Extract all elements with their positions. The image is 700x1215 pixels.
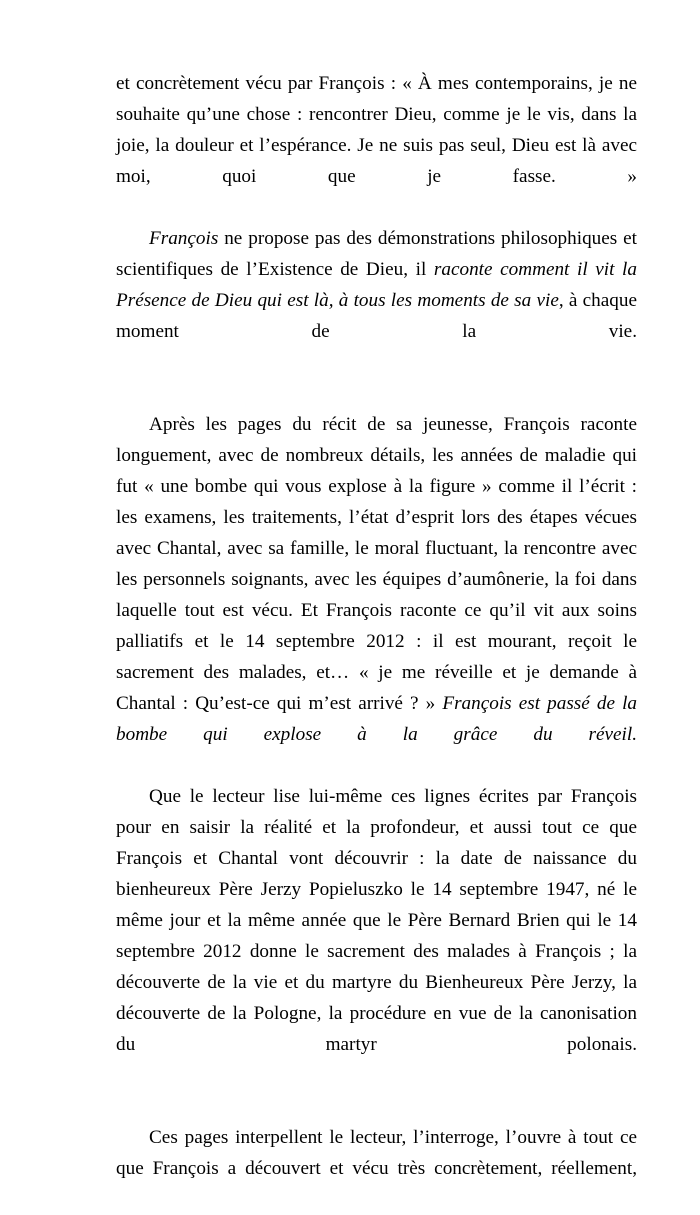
paragraph — [116, 781, 637, 1091]
page-text-body — [116, 68, 637, 1215]
paragraph — [116, 1122, 637, 1215]
text-run: Après les pages du récit de sa jeunesse, François raconte longuement, avec de nombreux détails, les années de maladie qui fut « une bombe qui vous explose à la figure » comme il l’écrit : les examens, les traitements, l’état d’esprit lors des étapes vécues avec Chantal, avec sa famille, le moral fluctuant, la rencontre avec les personnels soignants, avec les équipes d’aumônerie, la foi dans laquelle tout est vécu. Et François raconte ce qu’il vit aux soins palliatifs et le 14 septembre 2012 : il est mourant, reçoit le sacrement des malades, et… « je me réveille et je demande à Chantal : Qu’est-ce qui m’est arrivé ? » — [116, 414, 637, 714]
paragraph — [116, 223, 637, 378]
text-run-italic: François est passé de la bombe qui explose à la grâce du réveil. — [116, 693, 637, 745]
paragraph — [116, 409, 637, 781]
text-run-italic: François — [149, 228, 219, 249]
text-run: , à chaque moment de la vie. — [116, 290, 637, 342]
text-run-italic: raconte comment il vit la Présence de Dieu qui est là, à tous les moments de sa vie — [116, 259, 637, 311]
paragraph — [116, 68, 637, 223]
text-run: et concrètement vécu par François : « À mes contemporains, je ne souhaite qu’une chose : rencontrer Dieu, comme je le vis, dans la joie, la douleur et l’espérance. Je ne suis pas seul, Dieu est là avec moi, quoi que je fasse. » — [116, 73, 637, 187]
text-run: Que le lecteur lise lui-même ces lignes écrites par François pour en saisir la réalité et la profondeur, et aussi tout ce que François et Chantal vont découvrir : la date de naissance du bienheureux Père Jerzy Popieluszko le 14 septembre 1947, né le même jour et la même année que le Père Bernard Brien qui le 14 septembre 2012 donne le sacrement des malades à François ; la découverte de la vie et du martyre du Bienheureux Père Jerzy, la découverte de la Pologne, la procédure en vue de la canonisation du martyr polonais. — [116, 786, 637, 1055]
text-run: Ces pages interpellent le lecteur, l’interroge, l’ouvre à tout ce que François a découvert et vécu très concrètement, réellement, — [116, 1127, 637, 1179]
text-run: ne propose pas des démonstrations philosophiques et scientifiques de l’Existence de Dieu, il — [116, 228, 637, 280]
